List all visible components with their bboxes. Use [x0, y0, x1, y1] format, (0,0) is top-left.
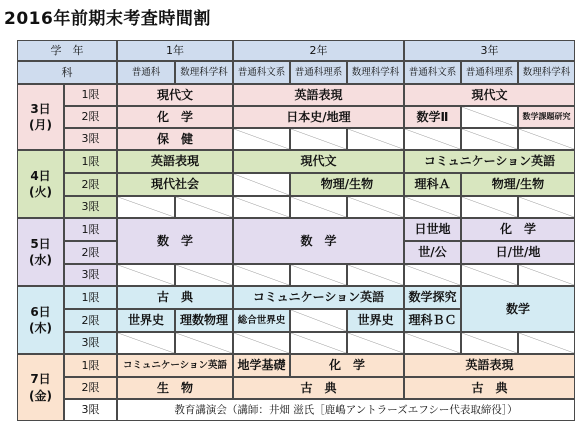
exam-cell: コミュニケーション英語: [404, 150, 575, 173]
empty-slot: [461, 264, 518, 286]
course-header: 普通科文系: [404, 61, 461, 84]
exam-cell: 化 学: [290, 354, 404, 377]
empty-slot: [461, 196, 518, 218]
diagonal-line: [234, 129, 289, 149]
period-label: 1限: [64, 150, 117, 173]
diagonal-line: [176, 197, 232, 217]
diagonal-line: [405, 265, 460, 285]
diagonal-line: [291, 310, 346, 331]
exam-cell: 英語表現: [233, 84, 404, 106]
diagonal-line: [405, 197, 460, 217]
course-header: 普通科: [117, 61, 175, 84]
exam-cell: 総合世界史: [233, 309, 290, 332]
period-label: 2限: [64, 309, 117, 332]
empty-slot: [175, 332, 233, 354]
exam-cell: 数学Ⅱ: [404, 106, 461, 128]
empty-slot: [518, 196, 575, 218]
empty-slot: [518, 332, 575, 354]
diagonal-line: [348, 333, 403, 353]
empty-slot: [290, 332, 347, 354]
lecture-event: 教育講演会（講師：井畑 滋氏［鹿嶋アントラーズエフシー代表取締役］）: [117, 399, 575, 421]
day-label: 6日 (木): [17, 286, 64, 354]
empty-slot: [117, 332, 175, 354]
empty-slot: [461, 106, 518, 128]
exam-cell: 日本史/地理: [233, 106, 404, 128]
diagonal-line: [291, 265, 346, 285]
exam-cell: 数学探究: [404, 286, 461, 309]
empty-slot: [404, 332, 461, 354]
empty-slot: [233, 332, 290, 354]
exam-cell: 物理/生物: [461, 173, 575, 196]
grade-1-header: 1年: [117, 40, 233, 61]
day-label: 7日 (金): [17, 354, 64, 421]
exam-cell: コミュニケーション英語: [117, 354, 233, 377]
empty-slot: [290, 128, 347, 150]
exam-cell: 理数物理: [175, 309, 233, 332]
diagonal-line: [462, 333, 517, 353]
exam-cell: 現代社会: [117, 173, 233, 196]
course-header: 数理科学科: [518, 61, 575, 84]
diagonal-line: [234, 265, 289, 285]
empty-slot: [175, 196, 233, 218]
diagonal-line: [234, 333, 289, 353]
exam-cell: 数学: [461, 286, 575, 332]
day-label: 5日 (水): [17, 218, 64, 286]
empty-slot: [461, 128, 518, 150]
course-header: 数理科学科: [175, 61, 233, 84]
empty-slot: [347, 128, 404, 150]
empty-slot: [233, 128, 290, 150]
diagonal-line: [291, 129, 346, 149]
course-header: 普通科理系: [290, 61, 347, 84]
exam-cell: 数学課題研究: [518, 106, 575, 128]
exam-cell: 化 学: [461, 218, 575, 241]
period-label: 3限: [64, 332, 117, 354]
course-header: 数理科学科: [347, 61, 404, 84]
exam-cell: 理科Ａ: [404, 173, 461, 196]
exam-cell: 古 典: [117, 286, 233, 309]
diagonal-line: [519, 333, 574, 353]
diagonal-line: [118, 197, 174, 217]
empty-slot: [290, 264, 347, 286]
exam-cell: 数 学: [117, 218, 233, 264]
empty-slot: [404, 196, 461, 218]
page-title: 2016年前期末考査時間割: [4, 9, 211, 29]
diagonal-line: [405, 129, 460, 149]
exam-cell: 現代文: [233, 150, 404, 173]
empty-slot: [404, 128, 461, 150]
period-label: 2限: [64, 241, 117, 264]
exam-cell: 世界史: [347, 309, 404, 332]
empty-slot: [347, 196, 404, 218]
empty-slot: [290, 196, 347, 218]
exam-cell: 世界史: [117, 309, 175, 332]
diagonal-line: [405, 333, 460, 353]
diagonal-line: [519, 129, 574, 149]
period-label: 3限: [64, 399, 117, 421]
diagonal-line: [348, 197, 403, 217]
period-label: 2限: [64, 106, 117, 128]
period-label: 3限: [64, 196, 117, 218]
empty-slot: [518, 264, 575, 286]
empty-slot: [117, 196, 175, 218]
diagonal-line: [519, 197, 574, 217]
exam-cell: 日/世/地: [461, 241, 575, 264]
diagonal-line: [348, 129, 403, 149]
period-label: 3限: [64, 264, 117, 286]
empty-slot: [233, 264, 290, 286]
grade-3-header: 3年: [404, 40, 575, 61]
diagonal-line: [234, 174, 289, 195]
period-label: 1限: [64, 354, 117, 377]
diagonal-line: [176, 333, 232, 353]
diagonal-line: [462, 107, 517, 127]
period-label: 1限: [64, 218, 117, 241]
period-label: 1限: [64, 84, 117, 106]
diagonal-line: [176, 265, 232, 285]
diagonal-line: [118, 265, 174, 285]
exam-cell: 英語表現: [117, 150, 233, 173]
diagonal-line: [348, 265, 403, 285]
exam-cell: 古 典: [233, 377, 404, 399]
empty-slot: [290, 309, 347, 332]
diagonal-line: [291, 197, 346, 217]
diagonal-line: [462, 197, 517, 217]
exam-cell: 現代文: [117, 84, 233, 106]
exam-cell: 英語表現: [404, 354, 575, 377]
exam-cell: 物理/生物: [290, 173, 404, 196]
exam-cell: 生 物: [117, 377, 233, 399]
grade-label: 学 年: [17, 40, 117, 61]
empty-slot: [461, 332, 518, 354]
diagonal-line: [234, 197, 289, 217]
exam-cell: 日世地: [404, 218, 461, 241]
diagonal-line: [462, 265, 517, 285]
exam-cell: 現代文: [404, 84, 575, 106]
empty-slot: [518, 128, 575, 150]
dept-label: 科: [17, 61, 117, 84]
exam-cell: 理科ＢＣ: [404, 309, 461, 332]
course-header: 普通科理系: [461, 61, 518, 84]
empty-slot: [404, 264, 461, 286]
empty-slot: [347, 264, 404, 286]
period-label: 2限: [64, 173, 117, 196]
diagonal-line: [118, 333, 174, 353]
diagonal-line: [291, 333, 346, 353]
empty-slot: [175, 264, 233, 286]
day-label: 4日 (火): [17, 150, 64, 218]
empty-slot: [233, 196, 290, 218]
exam-cell: 世/公: [404, 241, 461, 264]
empty-slot: [233, 173, 290, 196]
diagonal-line: [462, 129, 517, 149]
period-label: 1限: [64, 286, 117, 309]
period-label: 2限: [64, 377, 117, 399]
course-header: 普通科文系: [233, 61, 290, 84]
exam-cell: 化 学: [117, 106, 233, 128]
empty-slot: [117, 264, 175, 286]
exam-cell: 保 健: [117, 128, 233, 150]
exam-cell: 数 学: [233, 218, 404, 264]
period-label: 3限: [64, 128, 117, 150]
diagonal-line: [519, 265, 574, 285]
empty-slot: [347, 332, 404, 354]
exam-cell: 古 典: [404, 377, 575, 399]
day-label: 3日 (月): [17, 84, 64, 150]
grade-2-header: 2年: [233, 40, 404, 61]
exam-cell: コミュニケーション英語: [233, 286, 404, 309]
exam-cell: 地学基礎: [233, 354, 290, 377]
